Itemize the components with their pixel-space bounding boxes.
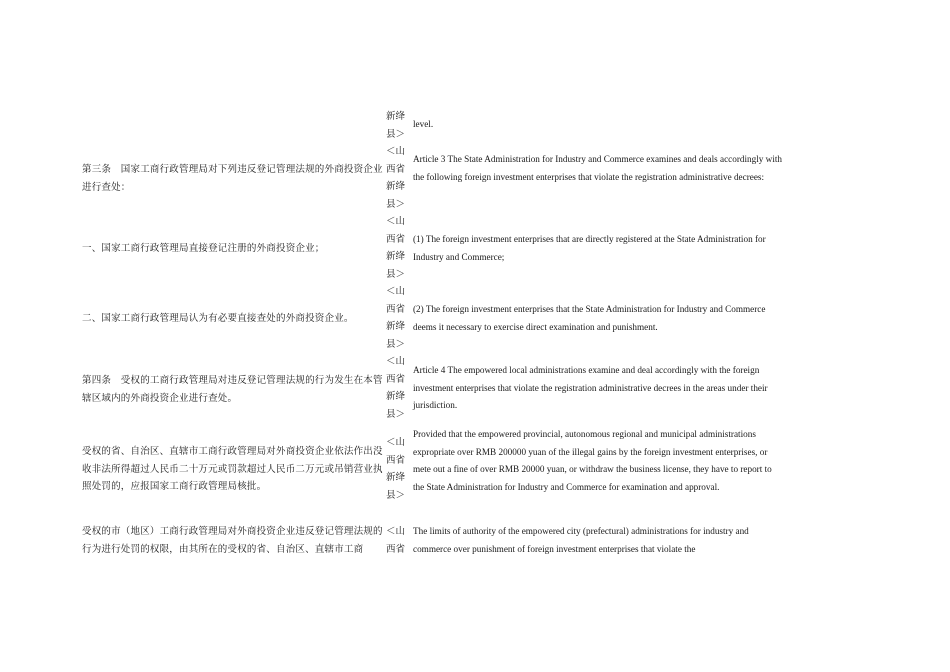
location-marker: ＜山西省新绛县＞ bbox=[386, 146, 406, 210]
chinese-paragraph: 一、国家工商行政管理局直接登记注册的外商投资企业； bbox=[82, 243, 325, 254]
english-paragraph: (2) The foreign investment enterprises that the State Administration for Industry and Commerce deems it necessary to exercise direct examination and punishment. bbox=[413, 304, 766, 332]
chinese-paragraph: 受权的市（地区）工商行政管理局对外商投资企业违反登记管理法规的行为进行处罚的权限，由其所在的受权的省、自治区、直辖市工商 bbox=[82, 526, 383, 555]
english-paragraph: The limits of authority of the empowered city (prefectural) administrations for industry and commerce over punishment of foreign investment enterprises that violate the bbox=[413, 526, 749, 554]
chinese-paragraph: 第三条 国家工商行政管理局对下列违反登记管理法规的外商投资企业进行查处： bbox=[82, 164, 383, 193]
chinese-paragraph: 第四条 受权的工商行政管理局对违反登记管理法规的行为发生在本管辖区域内的外商投资企业进行查处。 bbox=[82, 375, 383, 404]
english-paragraph: Provided that the empowered provincial, autonomous regional and municipal administrations expropriate over RMB 200000 yuan of the illegal gains by the foreign investment enterprises, or mete out a fine of over RMB 20000 yuan, or withdraw the business license, they have to report to the State Administration for Industry and Commerce for examination and approval. bbox=[413, 429, 772, 492]
location-marker: ＜山西省新绛县＞ bbox=[386, 286, 406, 350]
location-marker: ＜山西省新绛县＞ bbox=[386, 437, 406, 501]
location-marker: 新绛县＞ bbox=[386, 111, 406, 140]
chinese-paragraph: 二、国家工商行政管理局认为有必要直接查处的外商投资企业。 bbox=[82, 313, 354, 324]
location-marker: ＜山西省新绛县＞ bbox=[386, 356, 406, 420]
location-marker: ＜山西省新绛县＞ bbox=[386, 216, 406, 280]
english-paragraph: Article 4 The empowered local administrations examine and deal accordingly with the foreign investment enterprises that violate the registration administrative decrees in the areas under their jurisdiction. bbox=[413, 365, 768, 410]
location-marker: ＜山西省 bbox=[386, 526, 406, 555]
chinese-paragraph: 受权的省、自治区、直辖市工商行政管理局对外商投资企业依法作出没收非法所得超过人民币二十万元或罚款超过人民币二万元或吊销营业执照处罚的，应报国家工商行政管理局核批。 bbox=[82, 446, 383, 492]
english-paragraph: Article 3 The State Administration for Industry and Commerce examines and deals accordingly with the following foreign investment enterprises that violate the registration administrative decrees: bbox=[413, 154, 783, 182]
english-paragraph: (1) The foreign investment enterprises that are directly registered at the State Administration for Industry and Commerce; bbox=[413, 234, 766, 262]
english-paragraph: level. bbox=[413, 119, 434, 129]
